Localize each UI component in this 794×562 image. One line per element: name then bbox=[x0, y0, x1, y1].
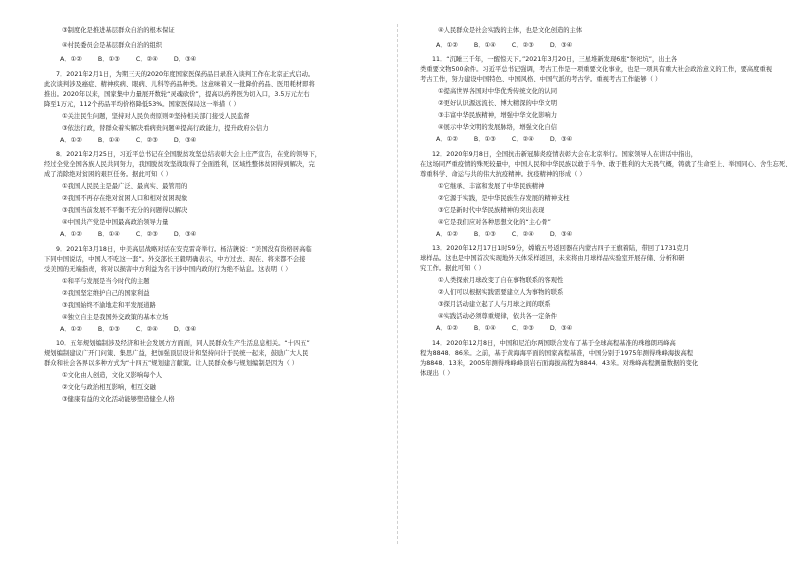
q12-option-3: ③它是新时代中华民族精神的突出表现 bbox=[438, 206, 545, 214]
right-column bbox=[420, 26, 792, 379]
q7-stem-line-2: 此次谈判涉及癌症、精神疾病、眼病、儿科等药品种类。这意味着又一批降价药品、医用耗材即将 bbox=[44, 80, 315, 88]
question-10 bbox=[44, 339, 378, 405]
q11-option-1: ①提高世界各国对中华优秀传统文化的认同 bbox=[438, 88, 557, 95]
question-12 bbox=[420, 150, 792, 240]
q13-option-3: ③探月活动建立起了人与月球之间的联系 bbox=[438, 301, 551, 308]
q14-stem-line-3: 为8848．13米，2005年测得珠峰峰顶岩石面海拔高程为8844．43米。对珠峰高程测量数据的变化 bbox=[420, 359, 699, 367]
q7-option-2: ③依法行政，替群众着实解决看病贵问题④提高行政能力，提升政府公信力 bbox=[62, 124, 269, 132]
q7-choices: A．①② B．①④ C．②③ D．③④ bbox=[60, 136, 197, 144]
q7-stem-line-1: 7．2021年2月1日，为期三天的2020年度国家医保药品目录准入谈判工作在北京正式启动。 bbox=[56, 70, 315, 78]
q11-stem-line-2: 类重要文物500余件。习近平总书记强调，考古工作是一项重要文化事业，也是一项具有重大社会政治意义的工作，要高度重视 bbox=[420, 66, 773, 73]
q7-stem-line-4: 降至1万元，112个药品平均价格降低53%。国家医保局这一举措（ ） bbox=[44, 100, 240, 108]
q7-stem-line-3: 推出。2020年以来，国家集中力量展开数轮“灵魂砍价”，提高以药养医为切入口，3.5万元左右 bbox=[44, 90, 310, 98]
q6-choices: A．①② B．①③ C．②④ D．③④ bbox=[60, 56, 197, 63]
q8-option-2: ②我国不再存在绝对贫困人口和相对贫困现象 bbox=[62, 195, 188, 202]
q9-option-2: ②我国坚定维护自己的国家利益 bbox=[62, 289, 150, 297]
q10-stem-line-3: 群众和社会各界以多种方式为“十四五”规划建言献策。让人民群众参与规划编制是因为（ ） bbox=[44, 360, 299, 367]
q12-option-1: ①它继承、丰富和发展了中华民族精神 bbox=[438, 182, 545, 190]
q11-stem-line-1: 11．“沉睡三千年，一醒惊天下。”2021年3月20日，三星堆新发现6座“祭祀坑”，出土各 bbox=[432, 56, 678, 63]
q12-stem-line-1: 12．2020年9月8日，全国抗击新冠肺炎疫情表彰大会在北京举行。国家领导人在讲话中指出， bbox=[432, 150, 698, 158]
q13-stem-line-2: 球样品。这也是中国首次实现地外天体采样返回，未来将由月球样品实验室开展存储、分析和研 bbox=[420, 255, 685, 262]
question-7 bbox=[44, 70, 378, 146]
q8-option-3: ③我国当前发展不平衡不充分的问题得以解决 bbox=[62, 207, 188, 214]
question-11 bbox=[420, 55, 773, 145]
q12-option-4: ④它是我们应对各种思想文化的“主心骨” bbox=[438, 218, 551, 226]
q9-stem-line-3: 受美国的无端指责，将对以损害中方利益为名干涉中国内政的行为绝不姑息。这表明（ ） bbox=[44, 265, 292, 273]
q11-choices: A．①② B．①③ C．②④ D．③④ bbox=[436, 136, 573, 143]
q8-choices: A．①② B．①④ C．②③ D．③④ bbox=[60, 231, 197, 238]
q9-stem-line-1: 9．2021年3月18日，中美高层战略对话在安克雷奇举行。杨洁篪说：“美国没有资格居高临 bbox=[56, 245, 312, 253]
q11-stem-line-3: 考古工作，努力建设中国特色、中国风格、中国气派的考古学。重视考古工作能够（ ） bbox=[420, 76, 662, 83]
q12-stem-line-3: 尊重科学、命运与共的伟大抗疫精神。抗疫精神的形成（ ） bbox=[420, 170, 586, 178]
question-9 bbox=[44, 245, 378, 335]
q9-option-1: ①和平与发展是当今时代的主题 bbox=[62, 277, 150, 285]
q6-option-3: ③制度化是推进基层群众自治的根本保证 bbox=[62, 27, 175, 34]
q10-option-4: ④人民群众是社会实践的主体，也是文化创造的主体 bbox=[438, 27, 583, 34]
q11-option-4: ④展示中华文明的发展脉络，增强文化自信 bbox=[438, 124, 557, 131]
q9-choices: A．①② B．①③ C．②④ D．③④ bbox=[60, 325, 197, 333]
q13-option-1: ①人类探索月球改变了自在事物联系的客观性 bbox=[438, 277, 564, 284]
q10-option-2: ②文化与政治相互影响，相互交融 bbox=[62, 384, 156, 391]
question-14 bbox=[420, 339, 754, 379]
question-13 bbox=[420, 244, 754, 334]
q8-option-4: ④中国共产党是中国最高政治领导力量 bbox=[62, 219, 169, 226]
q9-option-4: ④独立自主是我国外交政策的基本立场 bbox=[62, 313, 169, 321]
q12-stem-line-2: 在这场同严重疫情的殊死较量中，中国人民和中华民族以敢于斗争、敢于胜利的大无畏气概，铸就了生命至上、举国同心、舍生忘死、 bbox=[420, 160, 792, 168]
column-divider bbox=[397, 24, 398, 544]
q10-stem-line-2: 规划编制建议广开门问策、集思广益，把加强顶层设计和坚持问计于民统一起来，鼓励广大人民 bbox=[44, 350, 309, 357]
q12-choices: A．①② B．①③ C．②④ D．③④ bbox=[436, 230, 573, 238]
q7-option-1: ①关注民生问题，坚持对人民负责原则②坚持相关部门接受人民监督 bbox=[62, 112, 250, 120]
left-column bbox=[44, 26, 378, 405]
q13-stem-line-1: 13．2020年12月17日1时59分，嫦娥五号返回器在内蒙古四子王旗着陆，带回了1731克月 bbox=[432, 245, 690, 252]
q10-choices: A．①② B．①④ C．②③ D．③④ bbox=[436, 41, 573, 49]
q8-stem-line-1: 8．2021年2月25日，习近平总书记在全国脱贫攻坚总结表彰大会上庄严宣告，在党的领导下， bbox=[56, 151, 322, 158]
q13-stem-line-3: 究工作。据此可知（ ） bbox=[420, 265, 485, 272]
q13-option-4: ④实践活动必须尊重规律，依共各一定条件 bbox=[438, 313, 557, 320]
q9-option-3: ③我国始终不渝地走和平发展道路 bbox=[62, 301, 156, 309]
q8-stem-line-2: 经过全党全国各族人民共同努力，我国脱贫攻坚战取得了全面胜利，区域性整体贫困得到解决，完 bbox=[44, 161, 315, 168]
q10-option-1: ①文化由人创造，文化又影响每个人 bbox=[62, 372, 163, 379]
q6-option-4: ④村民委员会是基层群众自治的组织 bbox=[62, 41, 163, 49]
q8-stem-line-3: 成了消除绝对贫困的艰巨任务。据此可知（ ） bbox=[44, 171, 172, 178]
q14-stem-line-1: 14．2020年12月8日，中国和尼泊尔两国联合发布了基于全球高程基准的珠穆朗玛峰高 bbox=[432, 339, 676, 347]
q13-choices: A．①② B．①④ C．②③ D．③④ bbox=[436, 325, 573, 332]
q11-option-2: ②更好认识源远流长、博大精深的中华文明 bbox=[438, 100, 557, 107]
q9-stem-line-2: 下同中国说话，中国人不吃这一套”。外交部长王毅明确表示，中方过去、现在、将来都不会接 bbox=[44, 255, 306, 263]
q11-option-3: ③丰富中华民族精神，增强中华文化影响力 bbox=[438, 112, 557, 119]
q13-option-2: ②人们可以根据实践需要建立人为事物的联系 bbox=[438, 289, 564, 296]
question-8 bbox=[44, 150, 378, 240]
q12-option-2: ②它源于实践，是中华民族生存发展的精神支柱 bbox=[438, 194, 570, 202]
q10-stem-line-1: 10．五年规划编制涉及经济和社会发展方方面面，同人民群众生产生活息息相关。“十四五” bbox=[56, 340, 310, 347]
q8-option-1: ①我国人民民主是最广泛、最真实、最管用的 bbox=[62, 183, 188, 190]
q10-option-3: ③健康有益的文化活动能够塑造健全人格 bbox=[62, 396, 175, 403]
q14-stem-line-2: 程为8848．86米。之前，基于黄海海平面的国家高程基准，中国分别于1975年测得珠峰海拔高程 bbox=[420, 349, 694, 357]
q14-stem-line-4: 体现出（ ） bbox=[420, 369, 454, 377]
